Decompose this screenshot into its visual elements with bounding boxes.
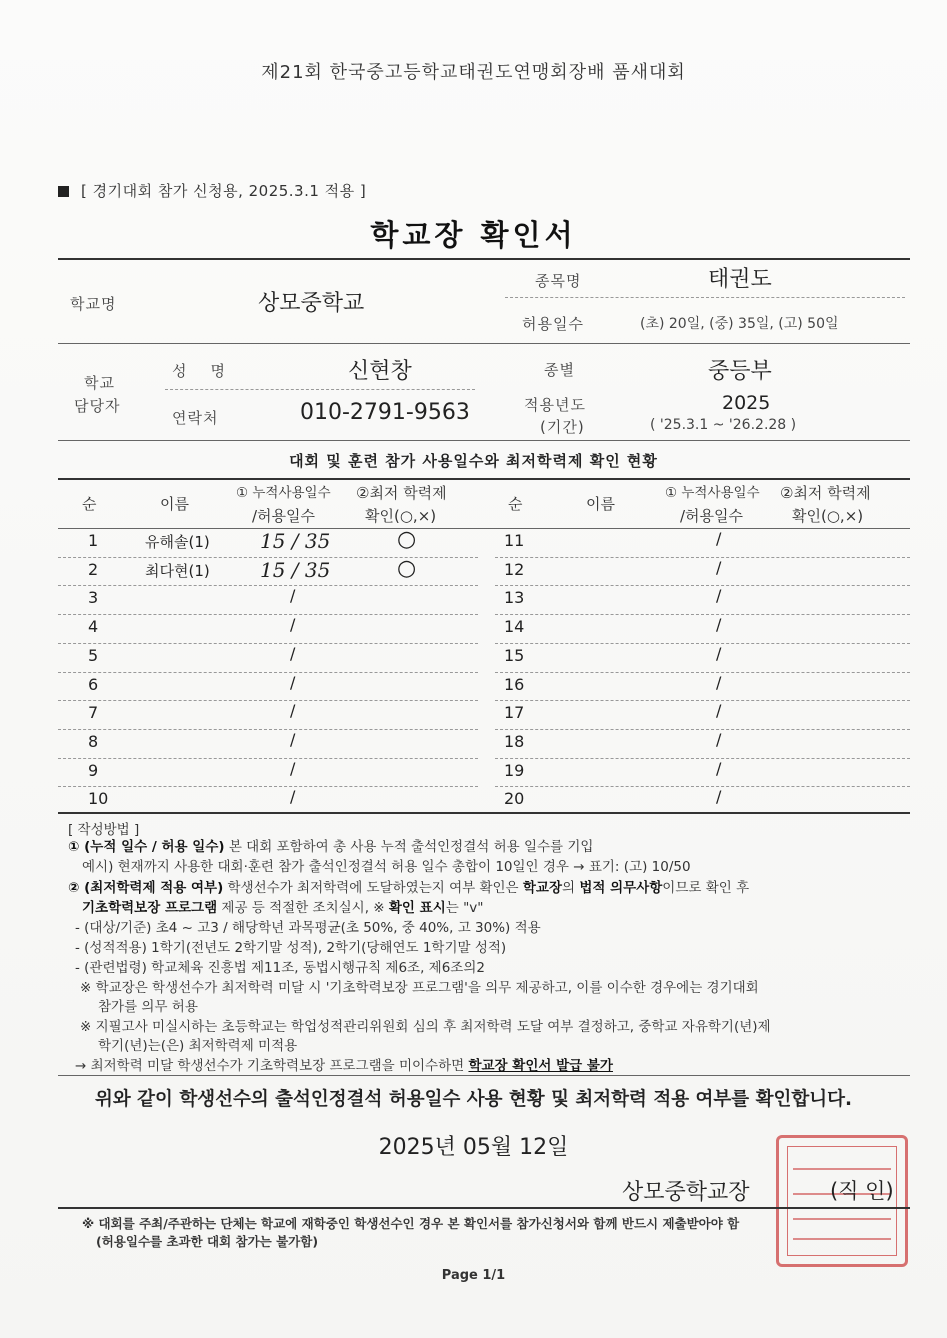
- days-used: /: [716, 673, 722, 692]
- col-header-days: ① 누적사용일수: [236, 485, 331, 501]
- row-number: 12: [504, 560, 525, 579]
- row-number: 15: [504, 646, 525, 665]
- row-divider: [495, 585, 910, 586]
- contact-label: 연락처: [172, 409, 219, 427]
- divider: [58, 258, 910, 260]
- row-divider: [58, 758, 478, 759]
- school-value: 상모중학교: [258, 291, 365, 316]
- days-used: 15 / 35: [260, 558, 331, 582]
- row-divider: [495, 672, 910, 673]
- row-divider: [58, 700, 478, 701]
- note-1-title: ① (누적 일수 / 허용 일수): [68, 839, 225, 855]
- note-warning: [75, 1054, 613, 1074]
- note-1: [68, 835, 593, 855]
- row-divider: [495, 758, 910, 759]
- manager-label: 학교: [84, 374, 115, 392]
- days-used: /: [716, 558, 722, 577]
- school-label: 학교명: [70, 295, 117, 313]
- note-2-cont: [82, 896, 484, 916]
- note-2-mark: 확인 표시: [388, 900, 446, 916]
- min-academic-check: ○: [397, 556, 417, 581]
- col-header-min-right: ②최저 학력제: [780, 484, 871, 502]
- note-elementary: ※ 지필고사 미실시하는 초등학교는 학업성적관리위원회 심의 후 최저학력 도달 여부 결정하고, 중학교 자유학기(년)제: [80, 1019, 771, 1035]
- note-principal: ※ 학교장은 학생선수가 최저학력 미달 시 '기초학력보장 프로그램'을 의무 제공하고, 이를 이수한 경우에는 경기대회: [80, 980, 759, 996]
- col-header-days-2: /허용일수: [252, 507, 316, 525]
- row-number: 20: [504, 789, 525, 808]
- days-used: /: [716, 644, 722, 663]
- row-divider: [495, 729, 910, 730]
- note-2-text: 학생선수가 최저학력에 도달하였는지 여부 확인은: [223, 880, 523, 896]
- row-number: 7: [88, 703, 99, 722]
- divider: [58, 528, 910, 529]
- note-2-tail: 이므로 확인 후: [662, 880, 750, 896]
- signer-name: 상모중학교장: [622, 1180, 750, 1205]
- row-divider: [495, 557, 910, 558]
- col-header-name: 이름: [160, 495, 189, 513]
- note-2-program: 기초학력보장 프로그램: [82, 900, 218, 916]
- note-1-example: 예시) 현재까지 사용한 대회·훈련 참가 출석인정결석 허용 일수 총합이 10일인 경우 → 표기: (고) 10/50: [82, 859, 691, 875]
- page-title: 학교장 확인서: [370, 218, 577, 252]
- divider: [58, 440, 910, 441]
- row-divider: [495, 643, 910, 644]
- min-academic-check: ○: [397, 527, 417, 552]
- issue-date: 2025년 05월 12일: [378, 1135, 569, 1160]
- name-label: 성 명: [172, 362, 227, 380]
- row-number: 1: [88, 531, 99, 550]
- row-divider: [58, 786, 478, 787]
- days-used: /: [716, 529, 722, 548]
- signer-role: (직 인): [830, 1179, 894, 1203]
- usage-note-text: [ 경기대회 참가 신청용, 2025.3.1 적용 ]: [81, 182, 367, 200]
- row-number: 17: [504, 703, 525, 722]
- row-number: 10: [88, 789, 109, 808]
- note-2-duty: 법적 의무사항: [579, 880, 663, 896]
- confirmation-statement: 위와 같이 학생선수의 출석인정결석 허용일수 사용 현황 및 최저학력 적용 여부를 확인합니다.: [95, 1089, 852, 1110]
- division-label: 종별: [544, 361, 575, 379]
- note-warning-emphasis: 학교장 확인서 발급 불가: [468, 1058, 613, 1074]
- days-used: /: [716, 787, 722, 806]
- days-used: /: [290, 644, 296, 663]
- division-value: 중등부: [708, 359, 772, 384]
- row-divider: [495, 614, 910, 615]
- col-header-days-2-right: /허용일수: [680, 507, 744, 525]
- col-header-min: ②최저 학력제: [356, 484, 447, 502]
- note-2: [68, 876, 749, 896]
- row-divider: [58, 729, 478, 730]
- note-2-particle: 의: [561, 880, 580, 896]
- note-2-measure: 제공 등 적절한 조치실시, ※: [217, 900, 389, 916]
- divider: [58, 1207, 910, 1209]
- row-number: 11: [504, 531, 525, 550]
- contact-value: 010-2791-9563: [300, 400, 470, 425]
- row-number: 16: [504, 675, 525, 694]
- note-target: - (대상/기준) 초4 ~ 고3 / 해당학년 과목평균(초 50%, 중 40%, 고 30%) 적용: [75, 920, 541, 936]
- student-name: 최다현(1): [145, 562, 210, 580]
- divider: [58, 1075, 910, 1076]
- row-number: 2: [88, 560, 99, 579]
- footnote-2: (허용일수를 초과한 대회 참가는 불가함): [96, 1234, 319, 1249]
- divider: [165, 389, 475, 390]
- days-used: /: [290, 787, 296, 806]
- year-period: ( '25.3.1 ~ '26.2.28 ): [650, 417, 797, 433]
- divider: [505, 297, 905, 298]
- student-name: 유해솔(1): [145, 533, 210, 551]
- competition-title: 제21회 한국중고등학교태권도연맹회장배 품새대회: [261, 62, 686, 83]
- row-number: 8: [88, 732, 99, 751]
- days-used: /: [290, 586, 296, 605]
- days-used: /: [716, 615, 722, 634]
- days-used: /: [716, 701, 722, 720]
- days-used: /: [716, 586, 722, 605]
- note-1-text: 본 대회 포함하여 총 사용 누적 출석인정결석 허용 일수를 기입: [224, 839, 594, 855]
- allowed-days-label: 허용일수: [522, 315, 584, 333]
- col-header-no-right: 순: [508, 495, 523, 513]
- note-2-mark-value: 는 "v": [445, 900, 484, 916]
- days-used: 15 / 35: [260, 529, 331, 553]
- row-number: 19: [504, 761, 525, 780]
- row-number: 18: [504, 732, 525, 751]
- square-bullet-icon: [58, 186, 69, 197]
- days-used: /: [290, 730, 296, 749]
- note-elementary-cont: 학기(년)는(은) 최저학력제 미적용: [98, 1038, 298, 1054]
- days-used: /: [290, 673, 296, 692]
- row-divider: [58, 643, 478, 644]
- col-header-no: 순: [82, 495, 97, 513]
- year-period-label: (기간): [540, 418, 585, 436]
- days-used: /: [716, 759, 722, 778]
- days-used: /: [290, 615, 296, 634]
- row-number: 13: [504, 588, 525, 607]
- manager-label-2: 담당자: [74, 397, 121, 415]
- note-grades: - (성적적용) 1학기(전년도 2학기말 성적), 2학기(당해연도 1학기말 성적): [75, 940, 507, 956]
- row-divider: [495, 700, 910, 701]
- year-label: 적용년도: [524, 396, 586, 414]
- note-2-principal: 학교장: [522, 880, 562, 896]
- divider: [58, 343, 910, 344]
- col-header-min-2: 확인(○,×): [365, 507, 437, 525]
- row-divider: [58, 672, 478, 673]
- allowed-days-value: (초) 20일, (중) 35일, (고) 50일: [640, 316, 839, 332]
- table-caption: 대회 및 훈련 참가 사용일수와 최저학력제 확인 현황: [289, 452, 658, 470]
- row-divider: [495, 786, 910, 787]
- col-header-name-right: 이름: [586, 495, 615, 513]
- note-warning-text: → 최저학력 미달 학생선수가 기초학력보장 프로그램을 미이수하면: [75, 1058, 469, 1074]
- row-number: 6: [88, 675, 99, 694]
- event-label: 종목명: [535, 272, 582, 290]
- days-used: /: [290, 701, 296, 720]
- days-used: /: [716, 730, 722, 749]
- page-number: Page 1/1: [441, 1268, 506, 1283]
- event-value: 태권도: [708, 267, 772, 292]
- divider: [58, 478, 910, 480]
- manager-name: 신현창: [348, 359, 412, 384]
- note-law: - (관련법령) 학교체육 진흥법 제11조, 동법시행규칙 제6조, 제6조의2: [75, 960, 485, 976]
- row-divider: [58, 614, 478, 615]
- footnote: ※ 대회를 주최/주관하는 단체는 학교에 재학중인 학생선수인 경우 본 확인서를 참가신청서와 함께 반드시 제출받아야 함: [82, 1216, 740, 1231]
- row-number: 9: [88, 761, 99, 780]
- usage-note: [58, 180, 366, 201]
- row-number: 4: [88, 617, 99, 636]
- divider: [58, 812, 910, 814]
- year-value: 2025: [722, 392, 771, 414]
- days-used: /: [290, 759, 296, 778]
- row-divider: [58, 585, 478, 586]
- notes-heading: [ 작성방법 ]: [68, 822, 140, 838]
- row-number: 14: [504, 617, 525, 636]
- row-number: 5: [88, 646, 99, 665]
- col-header-min-2-right: 확인(○,×): [792, 507, 864, 525]
- note-2-title: ② (최저학력제 적용 여부): [68, 880, 224, 896]
- row-number: 3: [88, 588, 99, 607]
- col-header-days-right: ① 누적사용일수: [665, 485, 760, 501]
- note-principal-cont: 참가를 의무 허용: [98, 999, 198, 1015]
